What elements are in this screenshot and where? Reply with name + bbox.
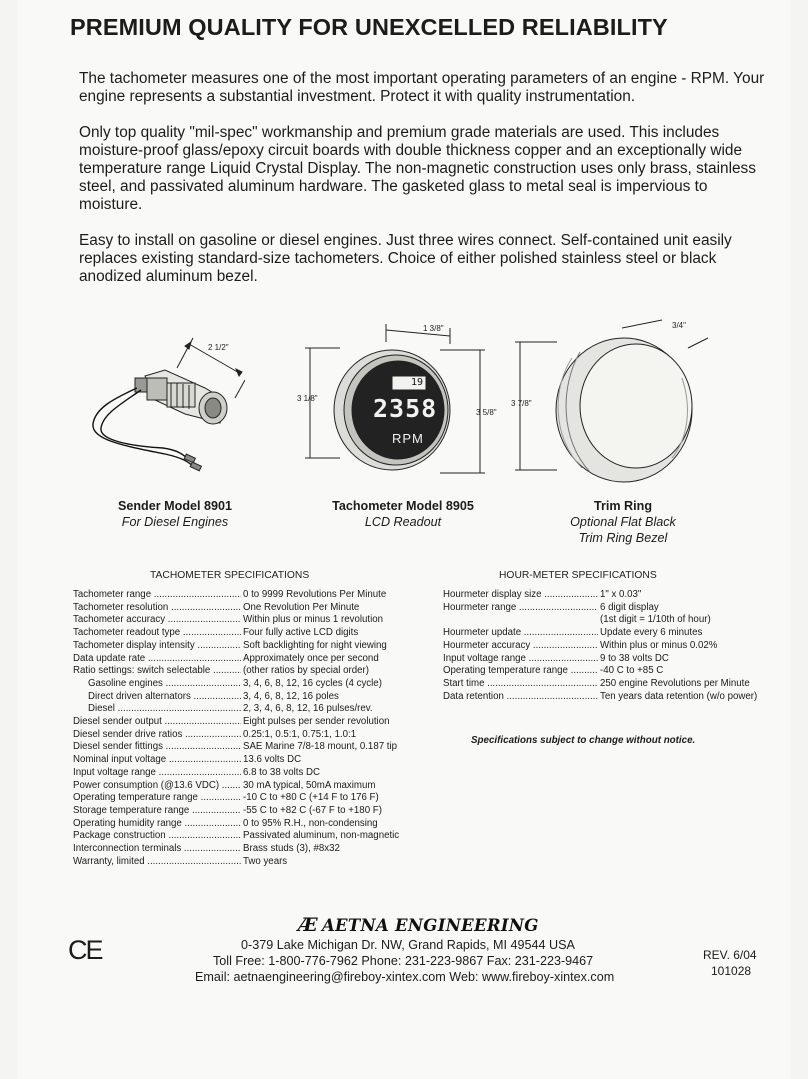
spec-row: [73, 830, 399, 843]
spec-row: [73, 614, 399, 627]
spec-label: Start time .....: [443, 678, 598, 691]
spec-row: [443, 678, 757, 691]
spec-label: Input voltage range .....: [443, 653, 598, 666]
spec-row: [73, 767, 399, 780]
spec-row: [73, 665, 399, 678]
spec-label: Tachometer accuracy .....: [73, 614, 241, 627]
install-paragraph: Easy to install on gasoline or diesel engines. Just three wires connect. Self-contained unit easily replaces existing standard-size tachometers. Choice of either polished stainless steel or black anodized aluminum bezel.: [79, 232, 732, 285]
trim-ring-illustration: [512, 318, 712, 488]
spec-value: Passivated aluminum, non-magnetic: [243, 830, 400, 842]
spec-row: [73, 678, 399, 691]
spec-change-note: Specifications subject to change without notice.: [471, 735, 696, 746]
spec-value: 6 digit display: [600, 601, 659, 613]
spec-value: (other ratios by special order): [243, 665, 369, 677]
spec-label: Tachometer readout type .....: [73, 627, 241, 640]
tach-depth-dimension: 1 3/8": [423, 324, 444, 333]
trim-ring-title: Trim Ring: [593, 499, 653, 513]
spec-label: Hourmeter accuracy .....: [443, 640, 598, 653]
spec-value: (1st digit = 1/10th of hour): [600, 614, 711, 626]
document-number: 101028: [711, 964, 752, 978]
spec-value: 2, 3, 4, 6, 8, 12, 16 pulses/rev.: [243, 703, 373, 715]
spec-value: 6.8 to 38 volts DC: [243, 766, 320, 778]
trim-ring-subtitle-2: Trim Ring Bezel: [578, 531, 668, 545]
spec-label: [443, 614, 598, 627]
spec-label: Hourmeter display size .....: [443, 589, 598, 602]
spec-label: Operating temperature range .....: [73, 792, 241, 805]
spec-row: [73, 843, 399, 856]
spec-row: [73, 754, 399, 767]
spec-value: Brass studs (3), #8x32: [243, 843, 340, 855]
spec-label: Data retention .....: [443, 691, 598, 704]
spec-row: [443, 602, 757, 615]
spec-value: 3, 4, 6, 8, 12, 16 cycles (4 cycle): [243, 677, 382, 689]
spec-value: 30 mA typical, 50mA maximum: [243, 779, 376, 791]
spec-label: Operating humidity range .....: [73, 818, 241, 831]
spec-row: [443, 589, 757, 602]
spec-value: 3, 4, 6, 8, 12, 16 poles: [243, 690, 339, 702]
spec-row: [73, 792, 399, 805]
spec-row: [73, 602, 399, 615]
trim-ring-subtitle-1: Optional Flat Black: [570, 515, 676, 529]
sender-subtitle: For Diesel Engines: [121, 515, 229, 529]
sender-title: Sender Model 8901: [117, 499, 233, 513]
spec-label: Package construction .....: [73, 830, 241, 843]
spec-value: 9 to 38 volts DC: [600, 652, 669, 664]
tachometer-title: Tachometer Model 8905: [332, 499, 474, 513]
spec-row: [73, 729, 399, 742]
spec-label: Power consumption (@13.6 VDC) .....: [73, 780, 241, 793]
spec-label: Storage temperature range .....: [73, 805, 241, 818]
tach-display-unit: RPM: [392, 431, 424, 446]
tach-specs-heading: TACHOMETER SPECIFICATIONS: [150, 570, 310, 581]
spec-value: Ten years data retention (w/o power): [600, 690, 758, 702]
company-contact: Email: aetnaengineering@fireboy-xintex.com Web: www.fireboy-xintex.com: [195, 970, 615, 984]
spec-label: Hourmeter range .....: [443, 602, 598, 615]
spec-row: [443, 614, 757, 627]
spec-row: [443, 691, 757, 704]
spec-row: [73, 741, 399, 754]
spec-label: Tachometer resolution .....: [73, 602, 241, 615]
spec-label: Input voltage range .....: [73, 767, 241, 780]
spec-value: One Revolution Per Minute: [243, 601, 360, 613]
spec-value: Approximately once per second: [243, 652, 379, 664]
spec-label: Tachometer display intensity .....: [73, 640, 241, 653]
spec-label: Direct driven alternators .....: [73, 691, 241, 704]
spec-label: Tachometer range .....: [73, 589, 241, 602]
tachometer-caption: [303, 498, 503, 530]
spec-row: [73, 653, 399, 666]
spec-row: [73, 780, 399, 793]
spec-label: Interconnection terminals .....: [73, 843, 241, 856]
spec-row: [443, 627, 757, 640]
spec-row: [73, 856, 399, 869]
intro-paragraph: The tachometer measures one of the most important operating parameters of an engine - RPM. Your engine represents a substantial investment. Protect it with quality instrumentation.: [79, 70, 765, 105]
sender-length-dimension: 2 1/2": [208, 343, 229, 352]
spec-label: Diesel sender drive ratios .....: [73, 729, 241, 742]
spec-value: Two years: [243, 855, 288, 867]
company-phones: Toll Free: 1-800-776-7962 Phone: 231-223-9867 Fax: 231-223-9467: [213, 954, 594, 968]
tach-bezel-dimension: 3 1/8": [297, 394, 318, 403]
spec-value: -10 C to +80 C (+14 F to 176 F): [243, 792, 379, 804]
spec-row: [73, 691, 399, 704]
hour-specs-table: [443, 589, 757, 703]
tach-display-main: 2358: [373, 394, 438, 423]
spec-row: [73, 716, 399, 729]
spec-label: Nominal input voltage .....: [73, 754, 241, 767]
spec-value: Within plus or minus 0.02%: [600, 639, 718, 651]
ring-diameter-dimension: 3 7/8": [511, 399, 532, 408]
tach-specs-table: [73, 589, 399, 868]
logo-symbol: Æ: [298, 914, 318, 936]
spec-label: Operating temperature range .....: [443, 665, 598, 678]
spec-label: Hourmeter update .....: [443, 627, 598, 640]
spec-value: Soft backlighting for night viewing: [243, 639, 387, 651]
spec-row: [443, 640, 757, 653]
spec-row: [73, 818, 399, 831]
page-title: PREMIUM QUALITY FOR UNEXCELLED RELIABILITY: [70, 14, 668, 40]
spec-value: Eight pulses per sender revolution: [243, 716, 390, 728]
spec-row: [73, 640, 399, 653]
spec-row: [73, 589, 399, 602]
spec-value: SAE Marine 7/8-18 mount, 0.187 tip: [243, 741, 398, 753]
spec-row: [73, 805, 399, 818]
materials-paragraph: Only top quality "mil-spec" workmanship and premium grade materials are used. This includes moisture-proof glass/epoxy circuit boards with double thickness copper and an exceptionally wide temperature range Liquid Crystal Display. The non-magnetic construction uses only brass, stainless steel, and passivated aluminum hardware. The gasketed glass to metal seal is impervious to moisture.: [79, 124, 756, 213]
spec-label: Data update rate .....: [73, 653, 241, 666]
company-logo: [298, 914, 539, 936]
spec-value: 0 to 9999 Revolutions Per Minute: [243, 589, 387, 600]
spec-value: Update every 6 minutes: [600, 627, 703, 639]
spec-label: Diesel .....: [73, 703, 241, 716]
spec-value: 250 engine Revolutions per Minute: [600, 677, 750, 689]
tachometer-subtitle: LCD Readout: [364, 515, 442, 529]
ring-width-dimension: 3/4": [672, 321, 686, 330]
ce-mark: CE: [68, 935, 102, 965]
company-name: AETNA ENGINEERING: [321, 916, 539, 935]
spec-value: Four fully active LCD digits: [243, 627, 359, 639]
spec-value: 0.25:1, 0.5:1, 0.75:1, 1.0:1: [243, 728, 357, 740]
tach-body-dimension: 3 5/8": [476, 408, 497, 417]
spec-label: Diesel sender fittings .....: [73, 741, 241, 754]
revision-label: REV. 6/04: [703, 948, 757, 962]
spec-row: [73, 627, 399, 640]
spec-row: [73, 703, 399, 716]
spec-value: -40 C to +85 C: [600, 665, 664, 677]
sender-caption: [85, 498, 265, 530]
spec-value: 0 to 95% R.H., non-condensing: [243, 817, 378, 829]
spec-value: Within plus or minus 1 revolution: [243, 614, 383, 626]
spec-row: [443, 665, 757, 678]
spec-value: -55 C to +82 C (-67 F to +180 F): [243, 804, 382, 816]
spec-label: Ratio settings: switch selectable .....: [73, 665, 241, 678]
spec-value: 1" x 0.03": [600, 589, 642, 600]
spec-row: [443, 653, 757, 666]
tach-display-small: 19: [411, 377, 424, 388]
company-address: 0-379 Lake Michigan Dr. NW, Grand Rapids, MI 49544 USA: [241, 938, 575, 952]
spec-label: Diesel sender output .....: [73, 716, 241, 729]
spec-label: Warranty, limited .....: [73, 856, 241, 869]
spec-label: Gasoline engines .....: [73, 678, 241, 691]
trim-ring-caption: [548, 498, 698, 546]
spec-value: 13.6 volts DC: [243, 754, 302, 766]
hour-specs-heading: HOUR-METER SPECIFICATIONS: [499, 570, 657, 581]
